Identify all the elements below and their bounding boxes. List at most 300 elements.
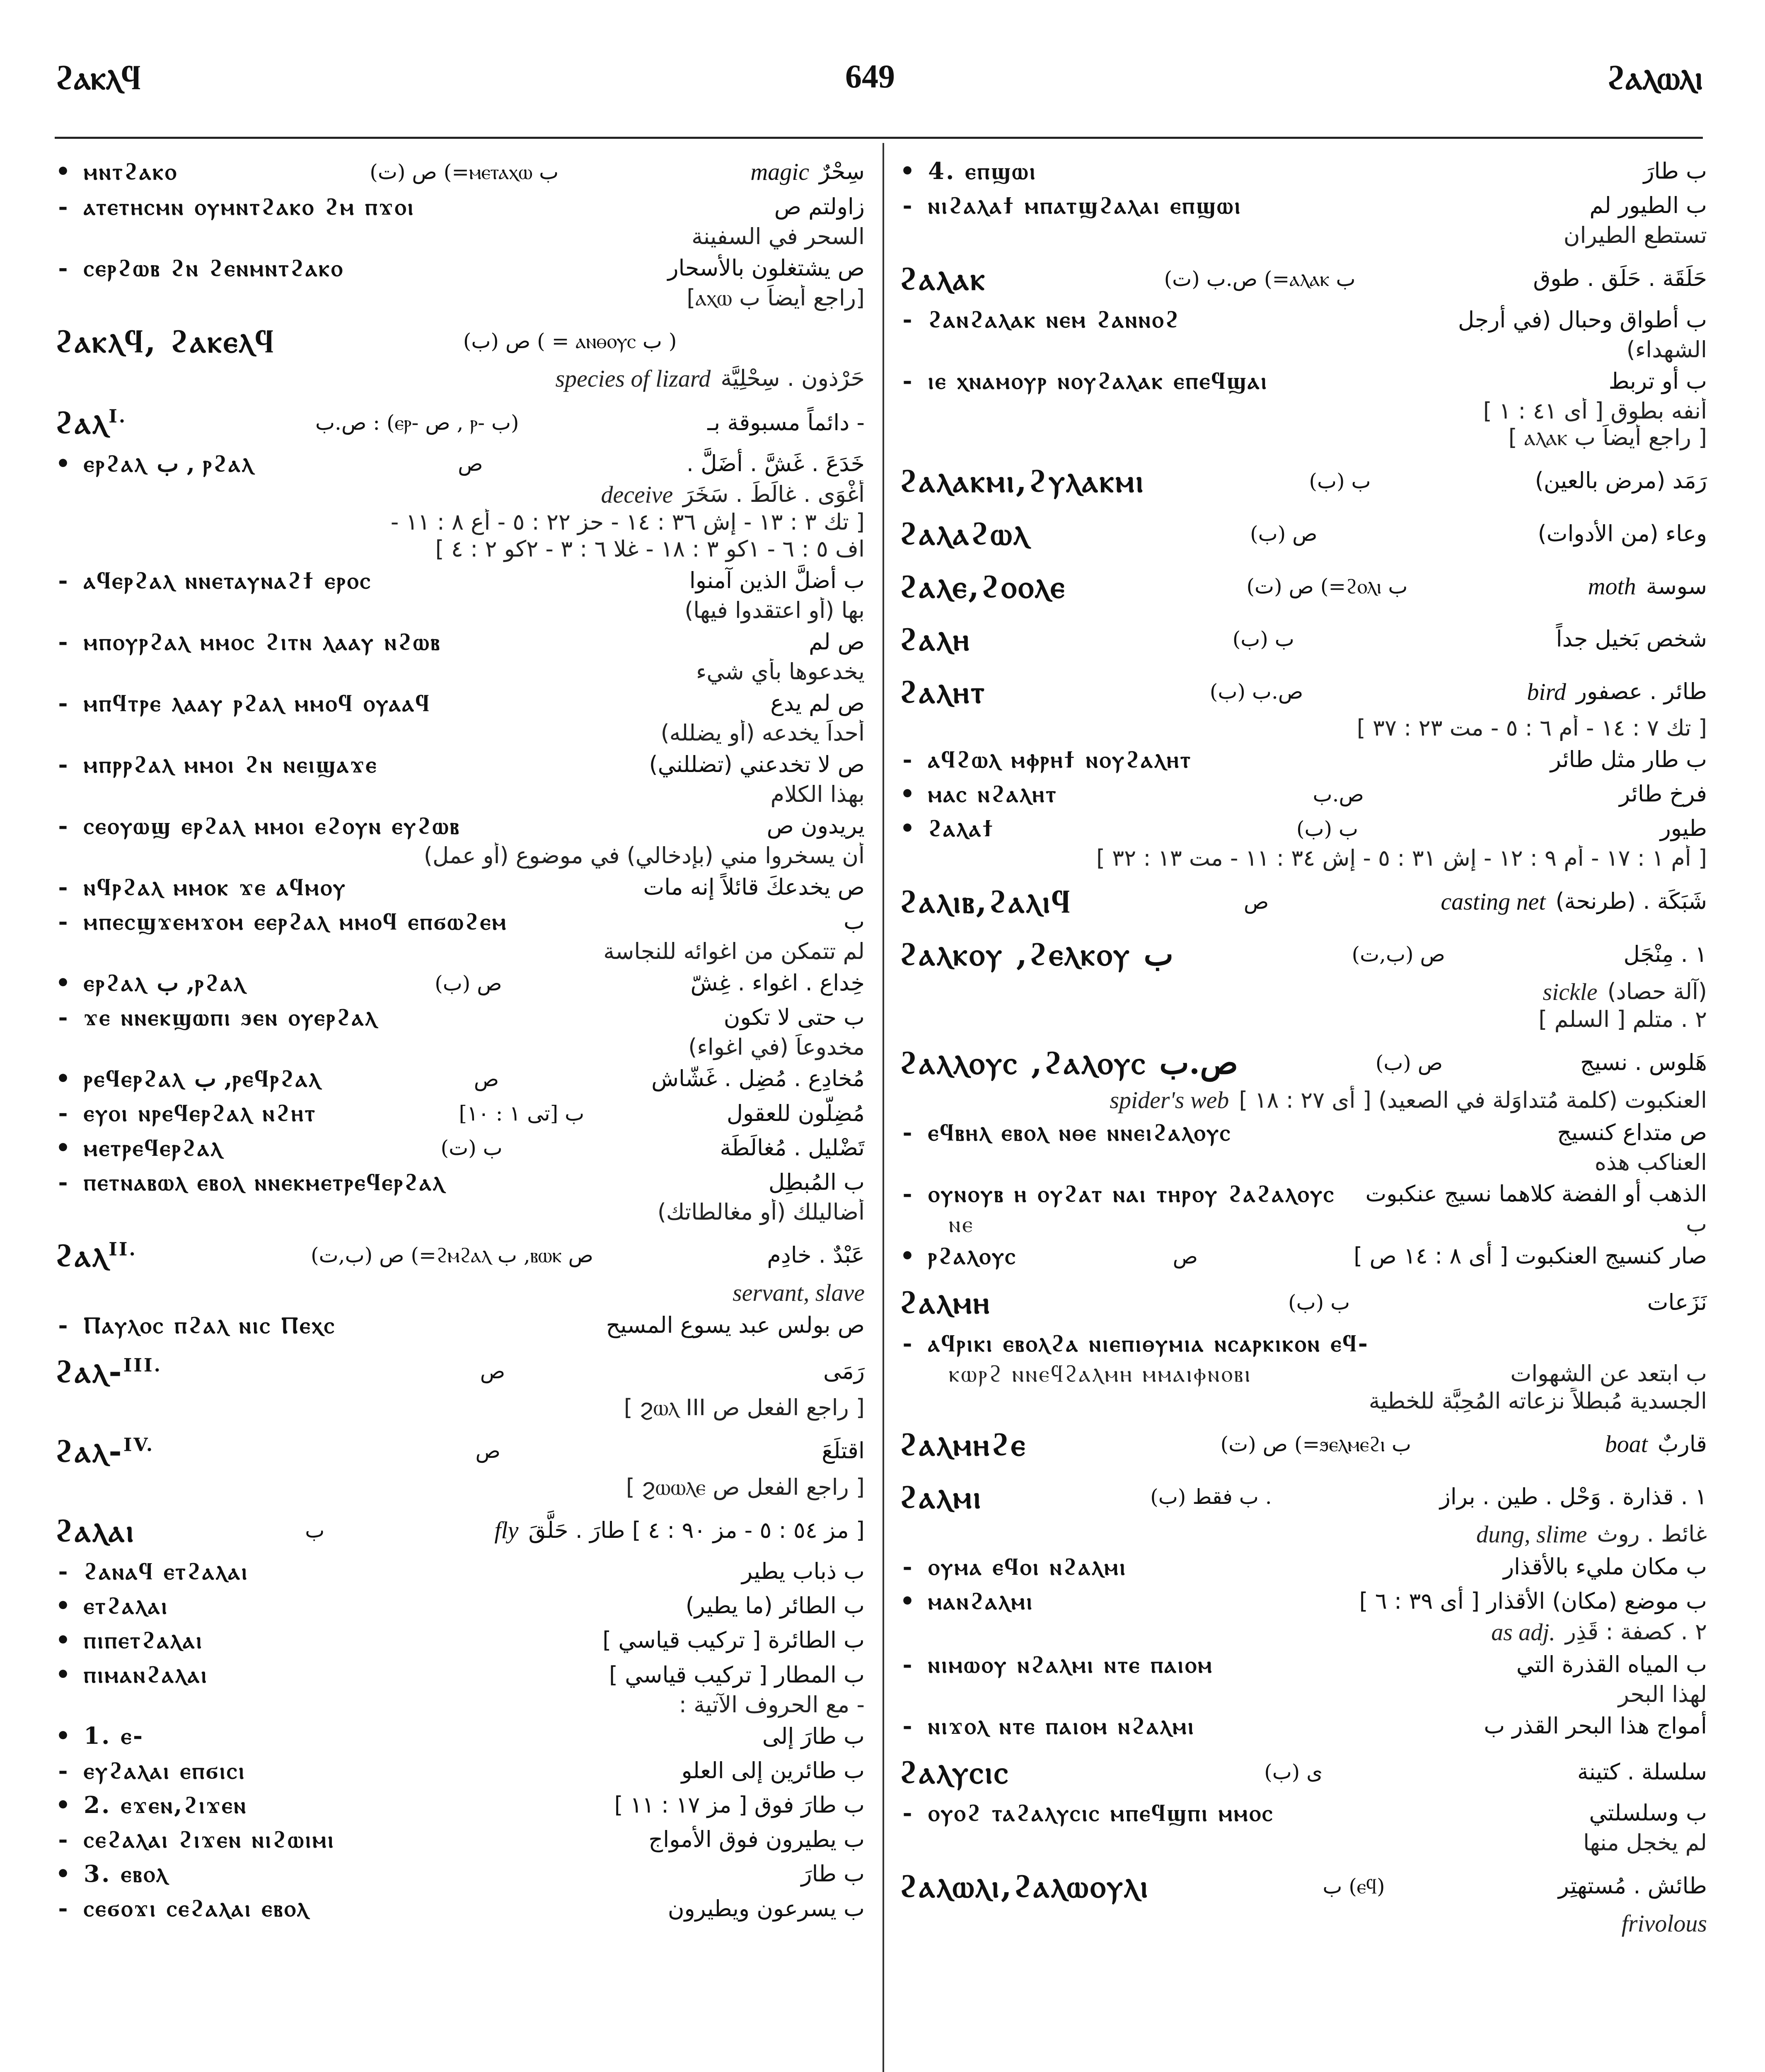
bullet-mark: • [56,1661,70,1689]
example-line [899,1708,1707,1743]
example-line [55,904,865,938]
continuation-line [899,1681,1707,1708]
example-line [899,776,1707,811]
coptic-text: ⲡⲓⲡⲉⲧϩⲁⲗⲁⲓ [84,1627,203,1654]
coptic-text: ⲛⲓϫⲟⲗ ⲛⲧⲉ ⲡⲁⲓⲟⲙ ⲛϩⲁⲗⲙⲓ [928,1712,1195,1740]
coptic-text: ⲥⲉⲣϩⲱⲃ ϩⲛ ϩⲉⲛⲙⲛⲧϩⲁⲕⲟ [84,254,344,282]
arabic-gloss: ب الطيور لم [1589,192,1707,219]
example-line [55,685,865,720]
example-line [55,1753,865,1787]
entry-line [55,1501,865,1554]
entry-line [899,249,1707,302]
coptic-text: ⲙⲡϥⲧⲣⲉ ⲗⲁⲁⲩ ⲣϩⲁⲗ ⲙⲙⲟϥ ⲟⲩⲁⲁϥ [84,689,431,717]
gloss-group [707,409,865,436]
gloss-group [624,1394,865,1421]
entry-line [899,451,1707,504]
arabic-gloss: طائش . مُستهتِر [1558,1873,1707,1899]
grammar-note: ص (ب) [1375,1051,1443,1075]
gloss-group [626,1474,865,1501]
coptic-text: ⲉⲣϩⲁⲗ ب , ⲣϩⲁⲗ [84,450,254,477]
arabic-gloss: - دائماً مسبوقة بـ [707,409,865,436]
entry-line [899,504,1707,557]
headword: ϩⲁⲗⲏⲧ [899,673,986,710]
arabic-gloss: الجسدية مُبطلاً نزعاته المُحِبَّة للخطية [1368,1387,1707,1414]
headword: ϩⲁⲗⲓⲃ,ϩⲁⲗⲓϥ [899,883,1072,920]
gloss-group [684,597,865,624]
arabic-gloss: حَرْذون . سِحْلِيَّة [721,365,865,392]
continuation-line [55,509,865,536]
bullet-mark: - [58,1825,68,1853]
coptic-text: ⲛⲓⲙⲱⲟⲩ ⲛϩⲁⲗⲙⲓ ⲛⲧⲉ ⲡⲁⲓⲟⲙ [928,1651,1214,1678]
arabic-gloss: ب حتى لا تكون [723,1004,865,1031]
grammar-note: ب (ت) [440,1136,503,1160]
bullet-mark: • [56,1592,70,1620]
entry-line [55,312,865,364]
arabic-gloss: شخص بَخيل جداً [1556,625,1707,652]
english-gloss: boat [1605,1431,1648,1458]
coptic-text: ⲥⲉⲟⲩⲱϣ ⲉⲣϩⲁⲗ ⲙⲙⲟⲓ ⲉϩⲟⲩⲛ ⲉⲩϩⲱⲃ [84,812,461,840]
bullet-mark: • [900,157,915,185]
gloss-group [1619,781,1707,808]
bullet-mark: - [58,1757,68,1784]
arabic-gloss: الشهداء) [1626,336,1707,363]
gloss-group [1583,1830,1707,1857]
gloss-group [696,658,865,685]
arabic-gloss: بها (أو اعتقدوا فيها) [684,597,865,624]
coptic-text: ⲛⲓϩⲁⲗⲁϯ ⲙⲡⲁⲧϣϩⲁⲗⲁⲓ ⲉⲡϣⲱⲓ [928,192,1242,220]
grammar-note: ص.ب (ب) [1209,680,1303,704]
gloss-group [762,1723,865,1750]
arabic-gloss: ص بولس عبد يسوع المسيح [606,1312,865,1338]
gloss-group [1535,467,1707,494]
english-gloss: bird [1527,678,1566,705]
continuation-line [55,1394,865,1421]
bullet-mark: • [56,1722,70,1750]
continuation-line [899,1006,1707,1033]
arabic-gloss: ب المُبطِل [768,1169,865,1195]
bullet-mark: - [58,750,68,778]
gloss-group [609,1662,865,1689]
gloss-group [1589,1800,1707,1827]
coptic-text: ⲛϥⲣϩⲁⲗ ⲙⲙⲟⲕ ϫⲉ ⲁϥⲙⲟⲩ [84,873,347,901]
arabic-gloss: ب طارَ [801,1861,865,1887]
headword: ϩⲁⲗⲁϩⲱⲗ [899,515,1030,552]
headword: ϩⲁⲗ-$^{III.}$ [55,1353,162,1390]
arabic-gloss: غائط . روث [1597,1521,1707,1547]
arabic-gloss: ب أو تربط [1608,368,1707,394]
arabic-gloss: شَبَكَة . (طرنحة) [1555,888,1707,915]
arabic-gloss: ب أضلَّ الذين آمنوا [689,567,865,594]
entry-line [55,1226,865,1278]
gloss-group [679,1692,865,1719]
continuation-line [899,1618,1707,1647]
bullet-mark: - [902,1118,912,1146]
grammar-note: ص (ت) (=ϩⲟⲗⲓ ب [1246,574,1408,599]
continuation-line [899,1520,1707,1549]
gloss-group [1550,746,1707,773]
arabic-gloss: وعاء (من الأدوات) [1538,520,1707,547]
example-line [899,1326,1707,1360]
arabic-gloss: ٢ . متلم [ السلم ] [1538,1006,1707,1033]
english-gloss: as adj. [1491,1619,1555,1646]
bullet-mark: - [58,193,68,220]
gloss-group [651,1065,865,1092]
coptic-text: ⲉⲩⲟⲓ ⲛⲣⲉϥⲉⲣϩⲁⲗ ⲛϩⲏⲧ [84,1099,317,1127]
example-line [55,1822,865,1856]
entry-line [899,1033,1707,1086]
arabic-gloss: ب الطائرة [ تركيب قياسي ] [602,1627,865,1653]
example-line [55,1890,865,1925]
arabic-gloss: طائر . عصفور [1576,678,1707,705]
bullet-mark: - [58,873,68,901]
example-line [55,1130,865,1164]
arabic-gloss: عَبْدٌ . خادِم [767,1242,865,1268]
arabic-gloss: ص متداع كنسيج [1557,1119,1707,1145]
gloss-group [668,1895,865,1922]
continuation-line [55,597,865,624]
headword: ϩⲁⲗⲁⲕ [899,260,986,298]
gloss-group [555,364,865,393]
continuation-line [899,1360,1707,1388]
example-line [55,153,865,189]
english-gloss: servant, slave [733,1279,865,1306]
arabic-gloss: تستطع الطيران [1563,222,1707,249]
bullet-mark: • [56,1627,70,1654]
grammar-note: ص.ب (ت) (=ⲁⲗⲁⲕ ب [1164,266,1356,291]
coptic-text: ⲁⲧⲉⲧⲏⲥⲙⲛ ⲟⲩⲙⲛⲧϩⲁⲕⲟ ϩⲙ ⲡϫⲟⲓ [84,193,415,220]
gloss-group [643,874,865,901]
gloss-group [750,157,865,186]
arabic-gloss: رَمَى [823,1358,865,1384]
gloss-group [1595,1149,1707,1176]
grammar-note: ص (ب,ت) [1352,942,1445,966]
entry-line [899,1743,1707,1795]
arabic-gloss: لم يخجل منها [1583,1830,1707,1856]
running-head-left: ϩⲁⲕⲗϥ [55,58,141,97]
bullet-mark: • [56,1134,70,1162]
gloss-group [1369,1388,1707,1415]
gloss-group [844,908,865,935]
headword: ϩⲁⲗ$^{II.}$ [55,1237,137,1274]
gloss-group [494,1516,865,1545]
bullet-mark: - [58,1004,68,1031]
bullet-mark: - [902,1329,912,1357]
continuation-line [55,480,865,509]
continuation-line [899,424,1707,451]
continuation-line [899,336,1707,363]
bullet-mark: - [58,566,68,594]
grammar-note: ص.ب [1313,782,1364,806]
arabic-gloss: خِداع . اغواء . غِشّ [690,970,865,996]
gloss-group [1354,1243,1707,1270]
arabic-gloss: (آلة حصاد) [1607,978,1707,1005]
bullet-mark: - [58,812,68,840]
gloss-group [606,1312,865,1339]
english-gloss: spider's web [1110,1087,1229,1114]
homonym-number: I. [109,406,127,428]
bullet-mark: - [58,1311,68,1339]
gloss-group [1527,678,1707,707]
homonym-number: III. [123,1355,162,1376]
headword: ϩⲁⲗⲱⲗⲓ,ϩⲁⲗⲱⲟⲩⲗⲓ [899,1867,1150,1905]
arabic-gloss: ب موضع (مكان) الأقذار [ أى ٣٩ : ٦ ] [1359,1588,1707,1615]
arabic-gloss: رَمَد (مرض بالعين) [1535,467,1707,494]
bullet-mark: - [58,908,68,936]
example-line [899,1583,1707,1618]
coptic-text: 4. ⲉⲡϣⲱⲓ [928,157,1037,185]
gloss-group [1503,1554,1707,1581]
continuation-line [899,1149,1707,1176]
left-column [55,153,865,2072]
bullet-mark: - [58,1099,68,1127]
example-line [55,1718,865,1752]
gloss-group [1605,1430,1707,1459]
arabic-gloss: العناكب هذه [1594,1149,1707,1175]
gloss-group [687,450,865,477]
column-divider [882,143,884,2072]
gloss-group [822,1438,865,1464]
example-line [55,1554,865,1588]
coptic-text: ⲙⲡⲟⲩⲣϩⲁⲗ ⲙⲙⲟⲥ ϩⲓⲧⲛ ⲗⲁⲁⲩ ⲛϩⲱⲃ [84,628,441,656]
coptic-text: Ⲡⲁⲩⲗⲟⲥ ⲡϩⲁⲗ ⲛⲓⲥ Ⲡⲉⲭⲥ [84,1311,336,1339]
gloss-group [689,567,865,594]
coptic-text: ⲙⲡⲉⲥϣϫⲉⲙϫⲟⲙ ⲉⲉⲣϩⲁⲗ ⲙⲙⲟϥ ⲉⲡϭⲱϩⲉⲙ [84,908,508,936]
example-line [55,1000,865,1034]
coptic-text: 3. ⲉⲃⲟⲗ [84,1860,169,1888]
gloss-group [770,690,865,717]
arabic-gloss: ب طائرين إلى العلو [681,1757,865,1784]
arabic-gloss: الذهب أو الفضة كلاهما نسيج عنكبوت [1365,1180,1707,1207]
grammar-note: ص [480,1359,505,1384]
example-line [55,624,865,658]
gloss-group [1580,1049,1707,1076]
arabic-gloss: - مع الحروف الآتية : [679,1691,865,1718]
headword: ϩⲁⲗⲁⲕⲙⲓ,ϩⲩⲗⲁⲕⲙⲓ [899,462,1145,500]
gloss-group [823,1358,865,1385]
coptic-text: ⲣⲉϥⲉⲣϩⲁⲗ ب ,ⲣⲉϥⲣϩⲁⲗ [84,1065,322,1093]
headword: ϩⲁⲗⲏ [899,620,971,658]
continuation-line [899,845,1707,872]
gloss-group [1624,941,1707,968]
header-rule [55,137,1703,139]
continuation-line [55,781,865,808]
gloss-group [1538,520,1707,547]
bullet-mark: - [902,367,912,395]
continuation-line [899,1388,1707,1415]
bullet-mark: • [56,158,70,186]
bullet-mark: - [902,192,912,220]
continuation-line [55,842,865,869]
gloss-group [661,720,865,747]
arabic-gloss: فرخ طائر [1619,781,1707,807]
english-gloss: fly [494,1517,519,1544]
gloss-group [801,1861,865,1888]
grammar-note: ص [1243,889,1269,914]
gloss-group [1516,1651,1707,1678]
bullet-mark: • [900,1587,915,1615]
english-gloss: magic [750,158,810,185]
coptic-text: ⲟⲩⲟϩ ⲧⲁϩⲁⲗⲩⲥⲓⲥ ⲙⲡⲉϥϣⲡⲓ ⲙⲙⲟⲥ [928,1799,1274,1827]
gloss-group [1458,307,1707,334]
continuation-line [55,223,865,250]
arabic-gloss: هَلوس . نسيج [1580,1049,1707,1076]
arabic-gloss: ب طار مثل طائر [1550,746,1707,773]
continuation-line [899,1086,1707,1115]
arabic-gloss: ب طارَ فوق [ مز ١٧ : ١١ ] [614,1791,865,1818]
coptic-text: ⲙⲡⲣⲣϩⲁⲗ ⲙⲙⲟⲓ ϩⲛ ⲛⲉⲓϣⲁϫⲉ [84,750,378,778]
coptic-text: 1. ⲉ- [84,1722,145,1750]
example-line [55,189,865,223]
bullet-mark: - [58,689,68,717]
coptic-text: ⲙⲁⲛϩⲁⲗⲙⲓ [928,1587,1034,1615]
gloss-group [1627,336,1707,363]
bullet-mark: • [900,1242,915,1270]
gloss-group [424,842,865,869]
coptic-text: ⲡⲉⲧⲛⲁⲃⲱⲗ ⲉⲃⲟⲗ ⲛⲛⲉⲕⲙⲉⲧⲣⲉϥⲉⲣϩⲁⲗ [84,1168,445,1196]
example-line [899,811,1707,845]
coptic-text: ⲁϥϩⲱⲗ ⲙⲫⲣⲏϯ ⲛⲟⲩϩⲁⲗⲏⲧ [928,746,1192,773]
grammar-note: ى (ب) [1264,1760,1323,1784]
arabic-gloss: أضاليلك (أو مغالطاتك) [657,1198,865,1225]
coptic-text: ⲟⲩⲛⲟⲩⲃ ⲏ ⲟⲩϩⲁⲧ ⲛⲁⲓ ⲧⲏⲣⲟⲩ ϩⲁϩⲁⲗⲟⲩⲥ [928,1180,1335,1208]
gloss-group [1622,1909,1707,1938]
arabic-gloss: ب المياه القذرة التي [1516,1651,1707,1677]
entry-line [899,610,1707,662]
example-line [55,250,865,285]
grammar-note: ص [458,452,483,476]
arabic-gloss: صار كنسيج العنكبوت [ أى ٨ : ١٤ ص ] [1354,1243,1707,1269]
arabic-gloss: خَدَعَ . غَشَّ . أضَلَّ . [686,450,865,477]
coptic-text: ⲉⲩϩⲁⲗⲁⲓ ⲉⲡϭⲓⲥⲓ [84,1757,246,1784]
gloss-group [1643,158,1707,185]
english-gloss: frivolous [1621,1910,1707,1937]
arabic-gloss: ص يشتغلون بالأسحار [667,254,865,281]
gloss-group [1110,1086,1707,1115]
grammar-note: ص (ب,ت) (=ϩⲙϩⲁⲗ ب ,ⲃⲱⲕ ص [311,1243,593,1268]
arabic-gloss: ب أطواق وحبال (في أرجل [1458,306,1707,333]
gloss-group [1660,815,1707,842]
gloss-group [742,1558,865,1585]
gloss-group [687,285,865,312]
coptic-text: ⲥⲉϩⲁⲗⲁⲓ ϩⲓϫⲉⲛ ⲛⲓϩⲱⲓⲙⲓ [84,1825,335,1853]
arabic-gloss: ١ . مِنْجَل [1623,941,1707,967]
example-line [899,302,1707,336]
continuation-line [55,1199,865,1226]
gloss-group [1533,265,1707,292]
gloss-group [1557,1119,1707,1146]
coptic-text: ⲙⲉⲧⲣⲉϥⲉⲣϩⲁⲗ [84,1134,223,1162]
coptic-text: ϩⲁⲛⲁϥ ⲉⲧϩⲁⲗⲁⲓ [84,1557,249,1585]
arabic-gloss: [ تك ٧ : ١٤ - أم ٦ : ٥ - مت ٢٣ : ٣٧ ] [1356,715,1707,741]
headword: ϩⲁⲕⲗϥ, ϩⲁⲕⲉⲗϥ [55,322,276,360]
arabic-gloss: أن يسخروا مني (بإدخالي) في موضوع (أو عمل) [423,842,865,869]
example-line [55,1588,865,1622]
example-line [55,1307,865,1342]
example-line [899,188,1707,222]
gloss-group [614,1792,865,1819]
entry-line [55,1342,865,1394]
arabic-gloss: ص لم يدع [770,690,865,716]
entry-line [899,662,1707,715]
grammar-note: ب (ب) [1288,1290,1350,1314]
entry-line [55,393,865,445]
headword: ϩⲁⲗⲕⲟⲩ ,ϩⲉⲗⲕⲟⲩ ب [899,936,1174,973]
coptic-text: ⲣϩⲁⲗⲟⲩⲥ [928,1242,1017,1270]
grammar-note: ب (ب) [1309,469,1371,493]
gloss-group [649,751,865,778]
example-line [899,1549,1707,1583]
example-line [899,1115,1707,1149]
bullet-mark: - [58,628,68,656]
gloss-group [1483,398,1707,425]
gloss-group [769,1169,865,1196]
gloss-group [1491,1618,1707,1647]
arabic-gloss: ب [844,908,865,935]
entry-line [899,925,1707,977]
example-line [899,742,1707,776]
gloss-group [1476,1520,1707,1549]
gloss-group [1538,1006,1707,1033]
arabic-gloss: مُضِلّون للعقول [726,1100,865,1126]
arabic-gloss: أنفه بطوق [ أى ٤١ : ١ ] [1483,397,1707,424]
headword: ϩⲁⲗⲙⲓ [899,1478,983,1515]
arabic-gloss: [ أم ١ : ١٧ - أم ٩ : ١٢ - إش ٣١ : ٥ - إش ٣٤ : ١١ - مت ١٣ : ٣٢ ] [1096,845,1707,871]
arabic-gloss: ص يخدعكَ قائلاً إنه مات [643,874,865,900]
arabic-gloss: ب الطائر (ما يطير) [685,1593,865,1619]
grammar-note: ص (ت) (=ϧⲉⲗⲙⲉϩⲓ ب [1220,1432,1412,1457]
gloss-group [1556,626,1707,653]
arabic-gloss: ب وسلسلتي [1589,1800,1707,1826]
arabic-gloss: اقتلَعَ [822,1437,865,1464]
gloss-group [720,1135,865,1162]
arabic-gloss: [ مز ٥٤ : ٥ - مز ٩٠ : ٤ ] طارَ . حَلَّقَ [528,1517,865,1543]
gloss-group [691,223,865,250]
gloss-group [1440,1484,1707,1510]
arabic-gloss: [ راجع الفعل ص ϩⲱⲱⲗⲉ ] [626,1474,865,1500]
arabic-gloss: [ راجع أيضاً ب ⲁⲗⲁⲕ ] [1508,424,1707,451]
bullet-mark: - [58,1895,68,1922]
example-line [899,363,1707,397]
coptic-text: ϩⲁⲗⲁϯ [928,815,995,842]
continuation-line [55,364,865,393]
arabic-gloss: ٢ . كصفة : قَذِر [1565,1619,1707,1645]
gloss-group [767,813,865,840]
coptic-text: ϩⲁⲛϩⲁⲗⲁⲕ ⲛⲉⲙ ϩⲁⲛⲛⲟϩ [928,306,1180,334]
arabic-gloss: يريدون ص [766,813,865,839]
grammar-note: ب فقط (ب) . [1150,1485,1272,1509]
grammar-note: ص (ت) (=ⲙⲉⲧⲁⲭⲱ ب [370,160,559,184]
arabic-gloss: لهذا البحر [1618,1681,1707,1707]
english-gloss: dung, slime [1476,1521,1587,1548]
gloss-group [688,1034,865,1061]
arabic-gloss: العنكبوت (كلمة مُتداوَلة في الصعيد) [ أى ٢٧ : ١٨ ] [1239,1087,1707,1113]
coptic-text: ⲕⲱⲣϩ ⲛⲛⲉϥϩⲁⲗⲙⲏ ⲙⲙⲁⲓⲫⲛⲟⲃⲓ [949,1360,1252,1387]
entry-line [899,1467,1707,1520]
grammar-note: ص (ب) [435,971,502,995]
arabic-gloss: بهذا الكلام [770,781,865,808]
gloss-group [435,536,865,563]
headword: ϩⲁⲗⲩⲥⲓⲥ [899,1753,1010,1791]
continuation-line [55,1692,865,1719]
headword: ϩⲁⲗⲁⲓ [55,1512,135,1549]
bullet-mark: - [902,1180,912,1208]
continuation-line [899,1830,1707,1857]
bullet-mark: • [900,780,915,808]
grammar-note: ص (ب) ( = ⲁⲛⲑⲟⲩⲥ ب ) [463,329,677,353]
coptic-text: ⲉⲧϩⲁⲗⲁⲓ [84,1592,169,1620]
gloss-group [1365,1181,1707,1208]
coptic-text: ⲉⲣϩⲁⲗ ب ,ⲣϩⲁⲗ [84,969,247,997]
